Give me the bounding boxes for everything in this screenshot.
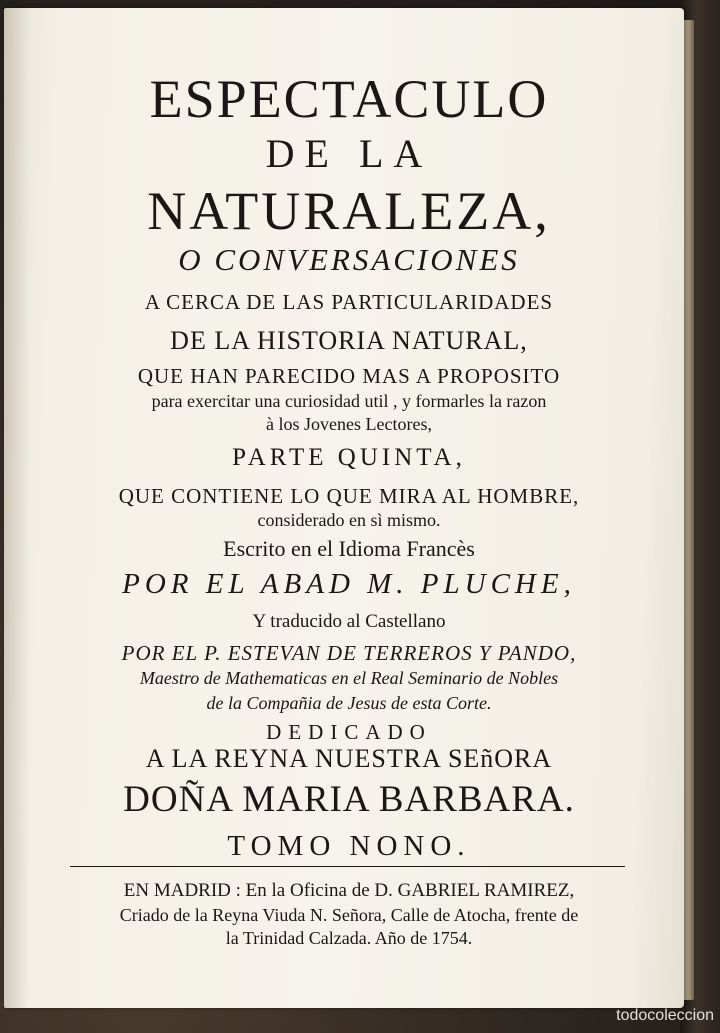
subtitle-line-6: à los Jovenes Lectores, [266, 414, 432, 434]
subtitle-line-4: QUE HAN PARECIDO MAS A PROPOSITO [137, 364, 561, 388]
dedicatee-line-1: A LA REYNA NUESTRA SEñORA [145, 744, 553, 773]
subtitle-line-2: A CERCA DE LAS PARTICULARIDADES [144, 290, 554, 314]
imprint-line-1: EN MADRID : En la Oficina de D. GABRIEL RAMIREZ, [123, 880, 575, 901]
subtitle-line-1: O CONVERSACIONES [178, 242, 520, 277]
content-line-2: considerado en sì mismo. [257, 510, 441, 530]
imprint-rule [70, 866, 625, 867]
imprint-line-2: Criado de la Reyna Viuda N. Señora, Calle de Atocha, frente de [119, 905, 579, 925]
written-in: Escrito en el Idioma Francès [223, 536, 475, 561]
title-line-1: ESPECTACULO [149, 69, 549, 129]
dedication-heading: DEDICADO [266, 720, 432, 744]
part-title: PARTE QUINTA, [232, 444, 466, 471]
dedicatee-line-2: DOÑA MARIA BARBARA. [123, 779, 575, 820]
content-line-1: QUE CONTIENE LO QUE MIRA AL HOMBRE, [118, 484, 580, 508]
title-line-2: DE LA [265, 131, 433, 176]
watermark: todocoleccion [616, 1007, 714, 1024]
translator: POR EL P. ESTEVAN DE TERREROS Y PANDO, [121, 641, 577, 665]
title-page [4, 8, 684, 1008]
translator-role-2: de la Compañia de Jesus de esta Corte. [206, 693, 492, 713]
author: POR EL ABAD M. PLUCHE, [122, 568, 576, 600]
volume: TOMO NONO. [227, 830, 471, 862]
translator-role-1: Maestro de Mathematicas en el Real Seminario de Nobles [139, 668, 559, 688]
translated-line: Y traducido al Castellano [252, 611, 446, 632]
imprint-line-3: la Trinidad Calzada. Año de 1754. [225, 928, 473, 948]
title-line-3: NATURALEZA, [147, 181, 551, 241]
subtitle-line-5: para exercitar una curiosidad util , y formarles la razon [151, 391, 547, 411]
subtitle-line-3: DE LA HISTORIA NATURAL, [170, 326, 528, 355]
